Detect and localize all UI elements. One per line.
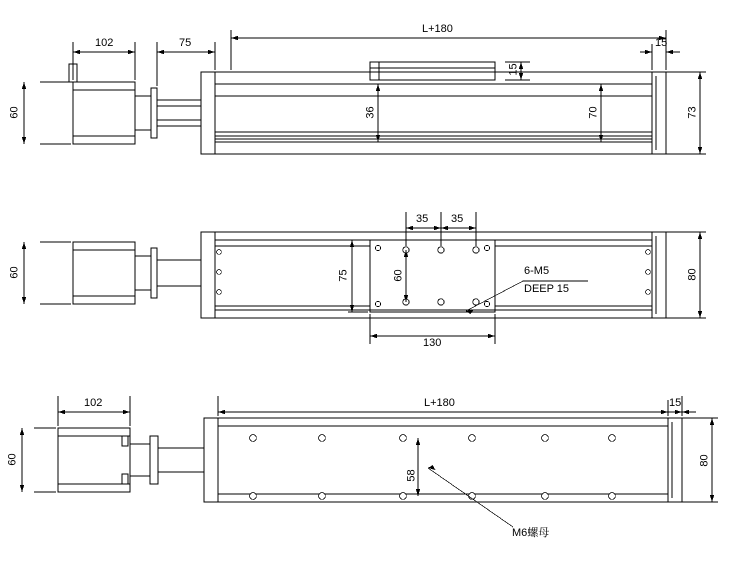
dim-mid-130: 130 xyxy=(423,337,442,349)
bottom-dimension-lines xyxy=(20,396,718,527)
bottom-main-body xyxy=(204,418,682,502)
front-motor-body xyxy=(69,64,135,144)
dim-mid-60-left: 60 xyxy=(8,266,21,279)
dim-mid-35a: 35 xyxy=(416,213,429,225)
middle-rails xyxy=(215,246,652,306)
middle-coupler xyxy=(135,248,201,298)
dim-mid-60-inner: 60 xyxy=(392,269,405,282)
dim-front-102: 102 xyxy=(95,37,114,49)
front-end-plate-left xyxy=(201,72,215,154)
dim-bot-80: 80 xyxy=(698,454,711,467)
bottom-motor-body xyxy=(58,428,130,492)
front-dimension-lines xyxy=(22,30,706,154)
note-m6-nut: M6螺母 xyxy=(512,527,550,539)
note-deep-15: DEEP 15 xyxy=(524,283,570,295)
front-coupler xyxy=(135,88,201,138)
dim-bot-15: 15 xyxy=(669,397,682,409)
dim-front-15-top: 15 xyxy=(655,37,668,49)
note-6-m5: 6-M5 xyxy=(524,265,550,277)
dim-bot-102: 102 xyxy=(84,397,103,409)
middle-motor-body xyxy=(73,242,135,304)
front-end-plate-right xyxy=(652,72,666,154)
front-carriage xyxy=(370,62,495,80)
dim-mid-35b: 35 xyxy=(451,213,464,225)
dim-mid-75: 75 xyxy=(337,269,350,282)
dim-front-70: 70 xyxy=(587,106,600,119)
dim-front-60: 60 xyxy=(8,106,21,119)
middle-side-holes xyxy=(217,250,651,295)
dim-front-15-slot: 15 xyxy=(507,63,520,76)
dim-mid-80: 80 xyxy=(686,268,699,281)
dim-front-36: 36 xyxy=(364,106,377,119)
dim-front-75: 75 xyxy=(179,37,192,49)
dim-front-L180: L+180 xyxy=(422,23,453,35)
middle-main-body xyxy=(201,232,666,318)
dim-bot-58: 58 xyxy=(405,469,418,482)
middle-mounting-holes xyxy=(403,247,479,305)
dim-bot-L180: L+180 xyxy=(424,397,455,409)
bottom-coupler xyxy=(130,436,204,484)
front-main-body xyxy=(215,72,652,154)
dim-bot-60: 60 xyxy=(6,453,19,466)
dim-front-73: 73 xyxy=(686,106,699,119)
